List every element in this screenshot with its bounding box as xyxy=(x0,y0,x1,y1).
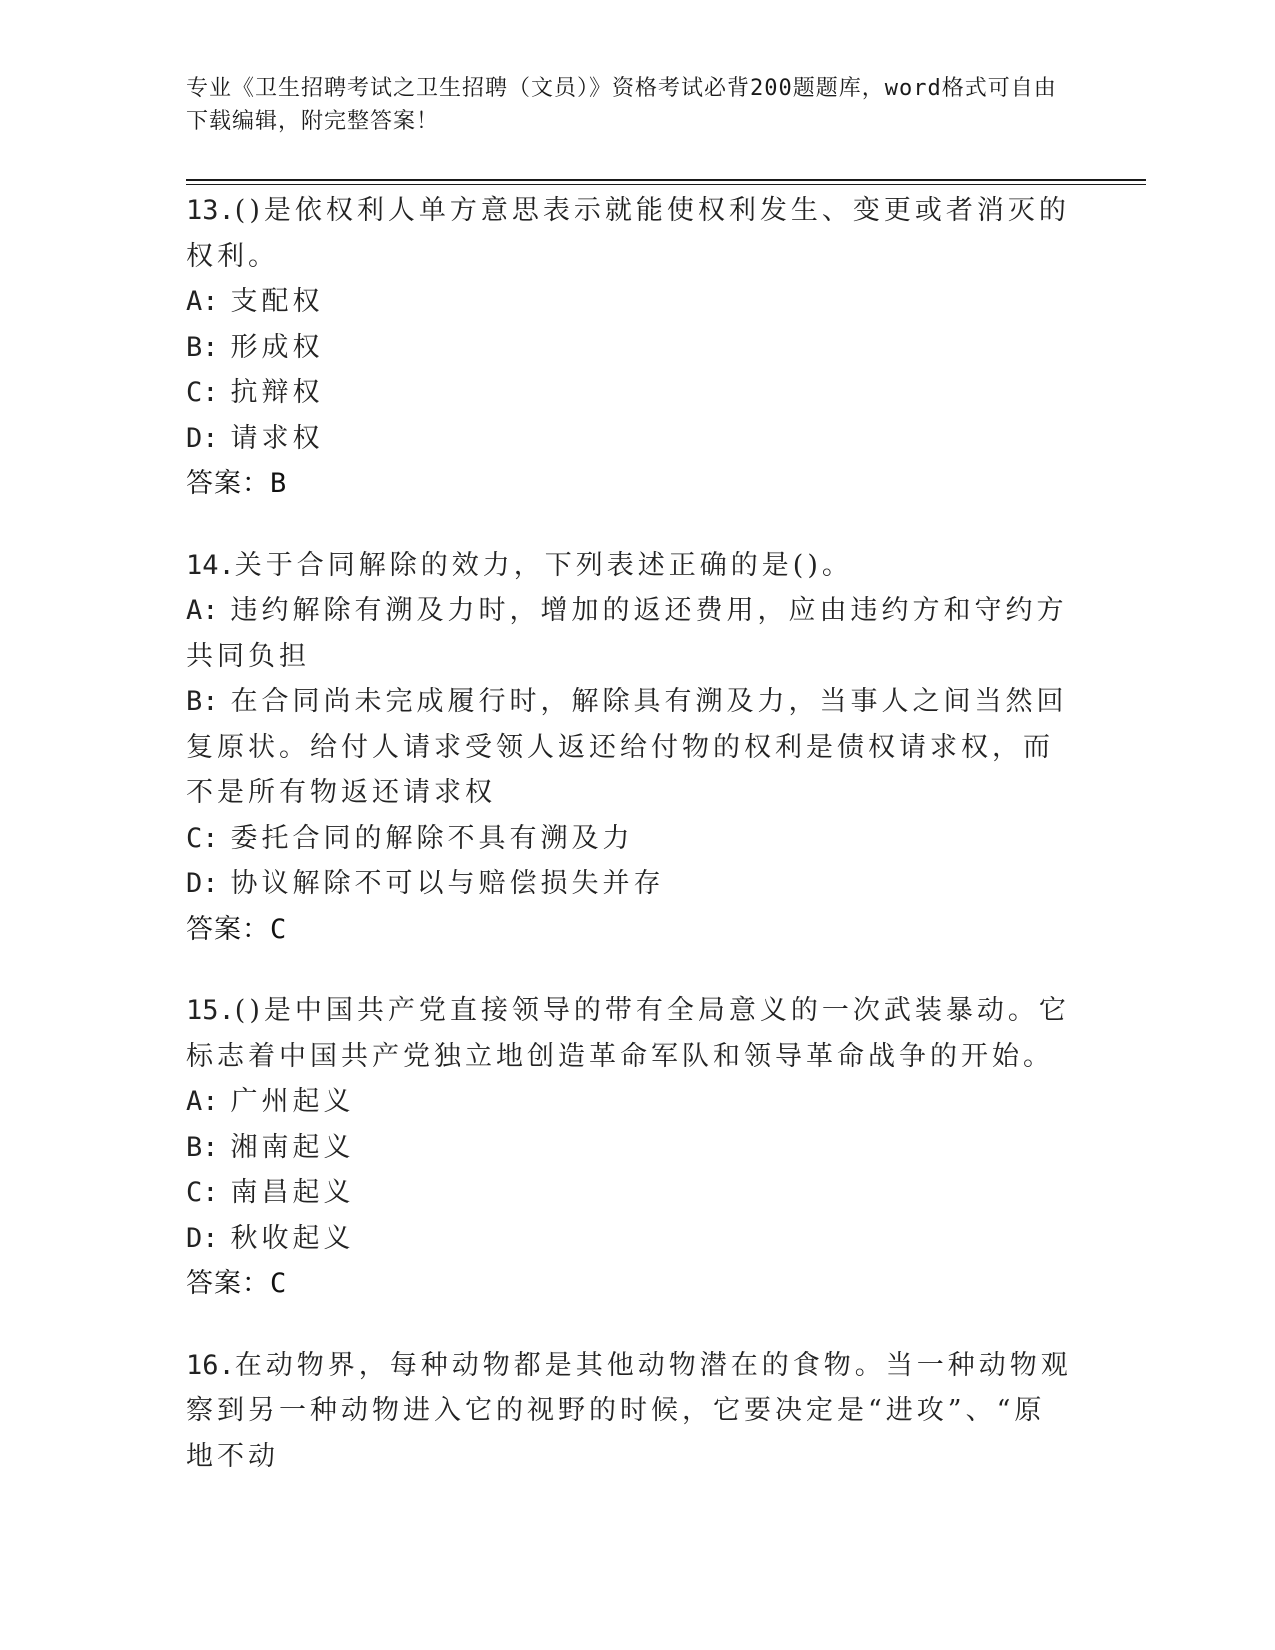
question-number: 15. xyxy=(186,995,235,1026)
answer xyxy=(186,1261,1076,1307)
option-text: 协议解除不可以与赔偿损失并存 xyxy=(230,868,665,899)
question-number: 16. xyxy=(186,1349,235,1381)
option-text: 南昌起义 xyxy=(230,1177,355,1208)
question-15 xyxy=(186,988,1076,1307)
option-b xyxy=(186,679,1076,816)
option-text: 广州起义 xyxy=(230,1086,355,1117)
option-key: D: xyxy=(186,868,219,899)
answer-label: 答案： xyxy=(186,1268,270,1299)
answer-value: C xyxy=(270,1268,288,1299)
option-d xyxy=(186,861,1076,907)
option-key: B: xyxy=(186,1131,219,1163)
answer-label: 答案： xyxy=(186,913,270,945)
answer-label: 答案： xyxy=(186,468,270,499)
option-text: 秋收起义 xyxy=(230,1222,355,1254)
option-key: C: xyxy=(186,377,219,408)
option-key: C: xyxy=(186,1177,219,1208)
question-list xyxy=(186,188,1076,1515)
question-13 xyxy=(186,188,1076,507)
option-key: A: xyxy=(186,595,219,626)
option-a xyxy=(186,279,1076,325)
option-a xyxy=(186,588,1076,679)
option-key: A: xyxy=(186,286,219,317)
answer-value: C xyxy=(270,913,288,945)
option-b xyxy=(186,1125,1076,1171)
option-text: 湘南起义 xyxy=(230,1131,355,1163)
question-number: 14. xyxy=(186,549,235,581)
option-text: 委托合同的解除不具有溯及力 xyxy=(230,822,634,854)
question-stem xyxy=(186,543,1076,589)
option-key: A: xyxy=(186,1086,219,1117)
option-key: D: xyxy=(186,1222,219,1254)
option-a xyxy=(186,1079,1076,1125)
option-c xyxy=(186,370,1076,416)
header-divider-thick xyxy=(186,179,1146,181)
option-key: C: xyxy=(186,822,219,854)
option-d xyxy=(186,1216,1076,1262)
answer-value: B xyxy=(270,468,288,499)
option-key: D: xyxy=(186,422,219,454)
option-c xyxy=(186,1170,1076,1216)
document-header: 专业《卫生招聘考试之卫生招聘（文员）》资格考试必背200题题库，word格式可自由下载编辑，附完整答案！ xyxy=(186,76,1057,134)
question-16 xyxy=(186,1343,1076,1480)
option-text: 支配权 xyxy=(230,286,324,317)
question-stem xyxy=(186,988,1076,1079)
option-c xyxy=(186,816,1076,862)
question-stem xyxy=(186,188,1076,279)
option-text: 形成权 xyxy=(230,331,324,363)
option-b xyxy=(186,325,1076,371)
header-divider-thin xyxy=(186,184,1146,185)
question-text: ()是中国共产党直接领导的带有全局意义的一次武装暴动。它标志着中国共产党独立地创造革命军队和领导革命战争的开始。 xyxy=(186,995,1070,1072)
option-key: B: xyxy=(186,686,219,717)
question-14 xyxy=(186,543,1076,953)
option-text: 在合同尚未完成履行时，解除具有溯及力，当事人之间当然回复原状。给付人请求受领人返还给付物的权利是债权请求权，而不是所有物返还请求权 xyxy=(186,686,1068,808)
answer xyxy=(186,907,1076,953)
question-text: 关于合同解除的效力，下列表述正确的是()。 xyxy=(234,549,853,581)
option-d xyxy=(186,416,1076,462)
option-key: B: xyxy=(186,331,219,363)
question-text: 在动物界，每种动物都是其他动物潜在的食物。当一种动物观察到另一种动物进入它的视野的时候，它要决定是“进攻”、“原地不动 xyxy=(186,1349,1072,1472)
question-text: ()是依权利人单方意思表示就能使权利发生、变更或者消灭的权利。 xyxy=(186,195,1070,272)
option-text: 违约解除有溯及力时，增加的返还费用，应由违约方和守约方共同负担 xyxy=(186,595,1068,672)
option-text: 请求权 xyxy=(230,422,324,454)
question-number: 13. xyxy=(186,195,235,226)
answer xyxy=(186,461,1076,507)
option-text: 抗辩权 xyxy=(230,377,324,408)
question-stem xyxy=(186,1343,1076,1480)
